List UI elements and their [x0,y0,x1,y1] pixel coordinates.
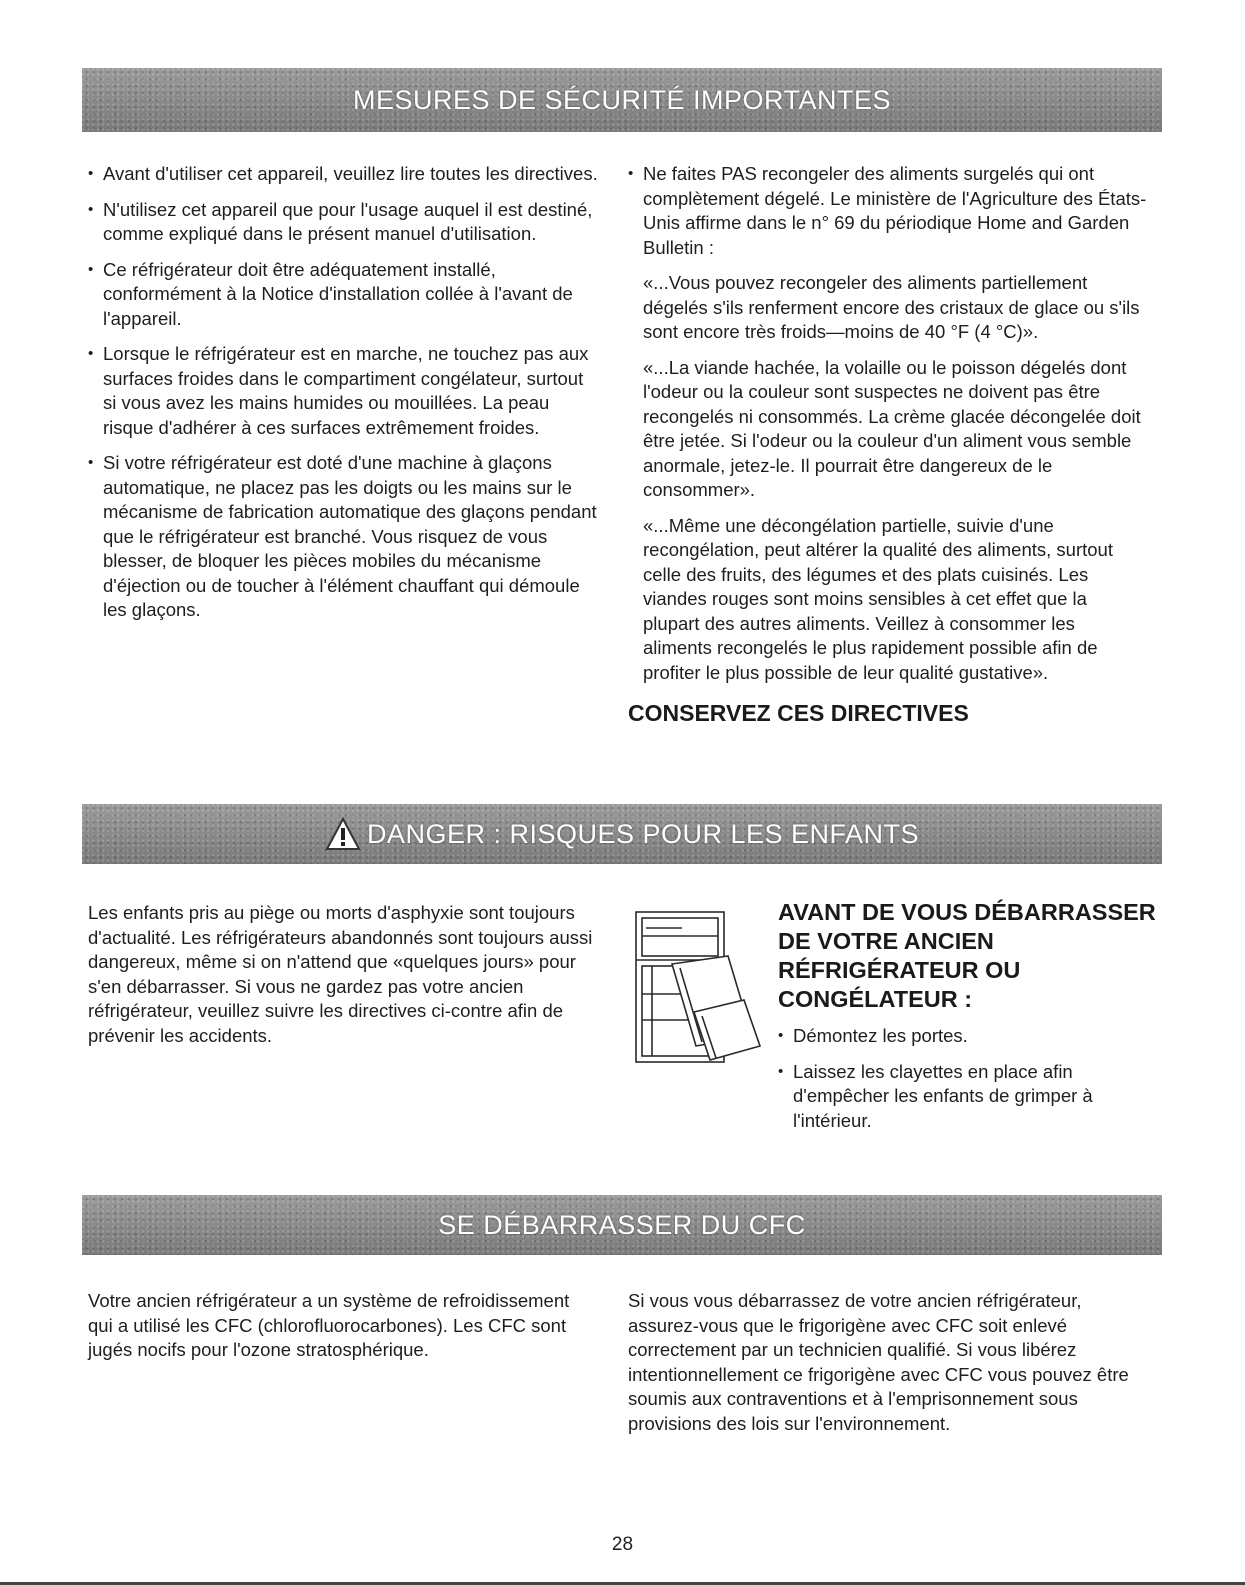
cfc-left-paragraph: Votre ancien réfrigérateur a un système de refroidissement qui a utilisé les CFC (chlorofluorocarbones). Les CFC sont jugés nocifs pour l'ozone stratosphérique. [88,1290,570,1360]
safety-bullet-read-directives: • Avant d'utiliser cet appareil, veuillez lire toutes les directives. [88,162,598,187]
danger-left-column [88,901,598,1059]
section-banner-cfc [82,1195,1162,1255]
usda-quote-suspect-food: «...La viande hachée, la volaille ou le poisson dégelés dont l'odeur ou la couleur sont suspectes ne doivent pas être recongelés ni consommés. La crème glacée décongelée doit être jetée. Si l'odeur ou la couleur d'un aliment vous semble anormale, jetez-le. Il pourrait être dangereux de le consommer». [643,356,1141,500]
banner-title-safety: MESURES DE SÉCURITÉ IMPORTANTES [352,84,892,115]
cfc-right-column [628,1289,1148,1447]
safety-bullet-installation: • Ce réfrigérateur doit être adéquatement installé, conformément à la Notice d'installation collée à l'avant de l'appareil. [88,258,598,332]
warning-triangle-icon [325,817,361,851]
safety-bullet-intended-use: • N'utilisez cet appareil que pour l'usage auquel il est destiné, comme expliqué dans le présent manuel d'utilisation. [88,198,598,247]
page-number: 28 [611,1534,634,1555]
banner-title-danger: DANGER : RISQUES POUR LES ENFANTS [366,818,920,849]
cfc-left-column [88,1289,598,1374]
safety-bullet-cold-surfaces: • Lorsque le réfrigérateur est en marche, ne touchez pas aux surfaces froides dans le compartiment congélateur, surtout si vous avez les mains humides ou mouillées. La peau risque d'adhérer à ces surfaces extrêmement froides. [88,342,598,440]
section-banner-safety [82,68,1162,132]
safety-right-list [628,162,1148,260]
disposal-heading: AVANT DE VOUS DÉBARRASSER DE VOTRE ANCIEN RÉFRIGÉRATEUR OU CONGÉLATEUR : [778,899,1156,1012]
usda-quote-quality: «...Même une décongélation partielle, suivie d'une recongélation, peut altérer la qualité des aliments, surtout celle des fruits, des légumes et des plats cuisinés. Les viandes rouges sont moins sensibles à cet effet que la plupart des autres aliments. Veillez à consommer les aliments recongelés le plus rapidement possible afin de profiter le plus possible de leur qualité gustative». [643,514,1113,683]
disposal-bullet-remove-doors: • Démontez les portes. [778,1024,1158,1049]
fridge-doors-removed-illustration [632,908,764,1068]
children-danger-paragraph: Les enfants pris au piège ou morts d'asphyxie sont toujours d'actualité. Les réfrigérateurs abandonnés sont toujours aussi dangereux, même si on n'attend que «quelques jours» pour s'en débarrasser. Si vous ne gardez pas votre ancien réfrigérateur, veuillez suivre les directives ci-contre afin de prévenir les accidents. [88,902,593,1046]
disposal-list [778,1024,1158,1133]
safety-left-column [88,162,598,634]
safety-bullet-refreeze: • Ne faites PAS recongeler des aliments surgelés qui ont complètement dégelé. Le ministère de l'Agriculture des États-Unis affirme dans le n° 69 du périodique Home and Garden Bulletin : [628,162,1148,260]
usda-quote-partial-thaw: «...Vous pouvez recongeler des aliments partiellement dégelés s'ils renferment encore des cristaux de glace ou s'ils sont encore très froids—moins de 40 °F (4 °C)». [643,272,1140,342]
safety-bullet-ice-maker: • Si votre réfrigérateur est doté d'une machine à glaçons automatique, ne placez pas les doigts ou les mains sur le mécanisme de fabrication automatique des glaçons pendant que le réfrigérateur est branché. Vous risquez de vous blesser, de bloquer les pièces mobiles du mécanisme d'éjection ou de toucher à l'élément chauffant qui démoule les glaçons. [88,451,598,623]
banner-title-cfc: SE DÉBARRASSER DU CFC [438,1209,806,1240]
danger-right-column [778,898,1158,1144]
cfc-right-paragraph: Si vous vous débarrassez de votre ancien réfrigérateur, assurez-vous que le frigorigène avec CFC soit enlevé correctement par un technicien qualifié. Si vous libérez intentionnellement ce frigorigène avec CFC vous pouvez être soumis aux contraventions et à l'emprisonnement sous provisions des lois sur l'environnement. [628,1290,1129,1434]
disposal-bullet-keep-shelves: • Laissez les clayettes en place afin d'empêcher les enfants de grimper à l'intérieur. [778,1060,1158,1134]
safety-right-column [628,162,1148,726]
section-banner-danger [82,804,1162,864]
keep-directives-heading: CONSERVEZ CES DIRECTIVES [628,700,969,726]
safety-left-list [88,162,598,623]
